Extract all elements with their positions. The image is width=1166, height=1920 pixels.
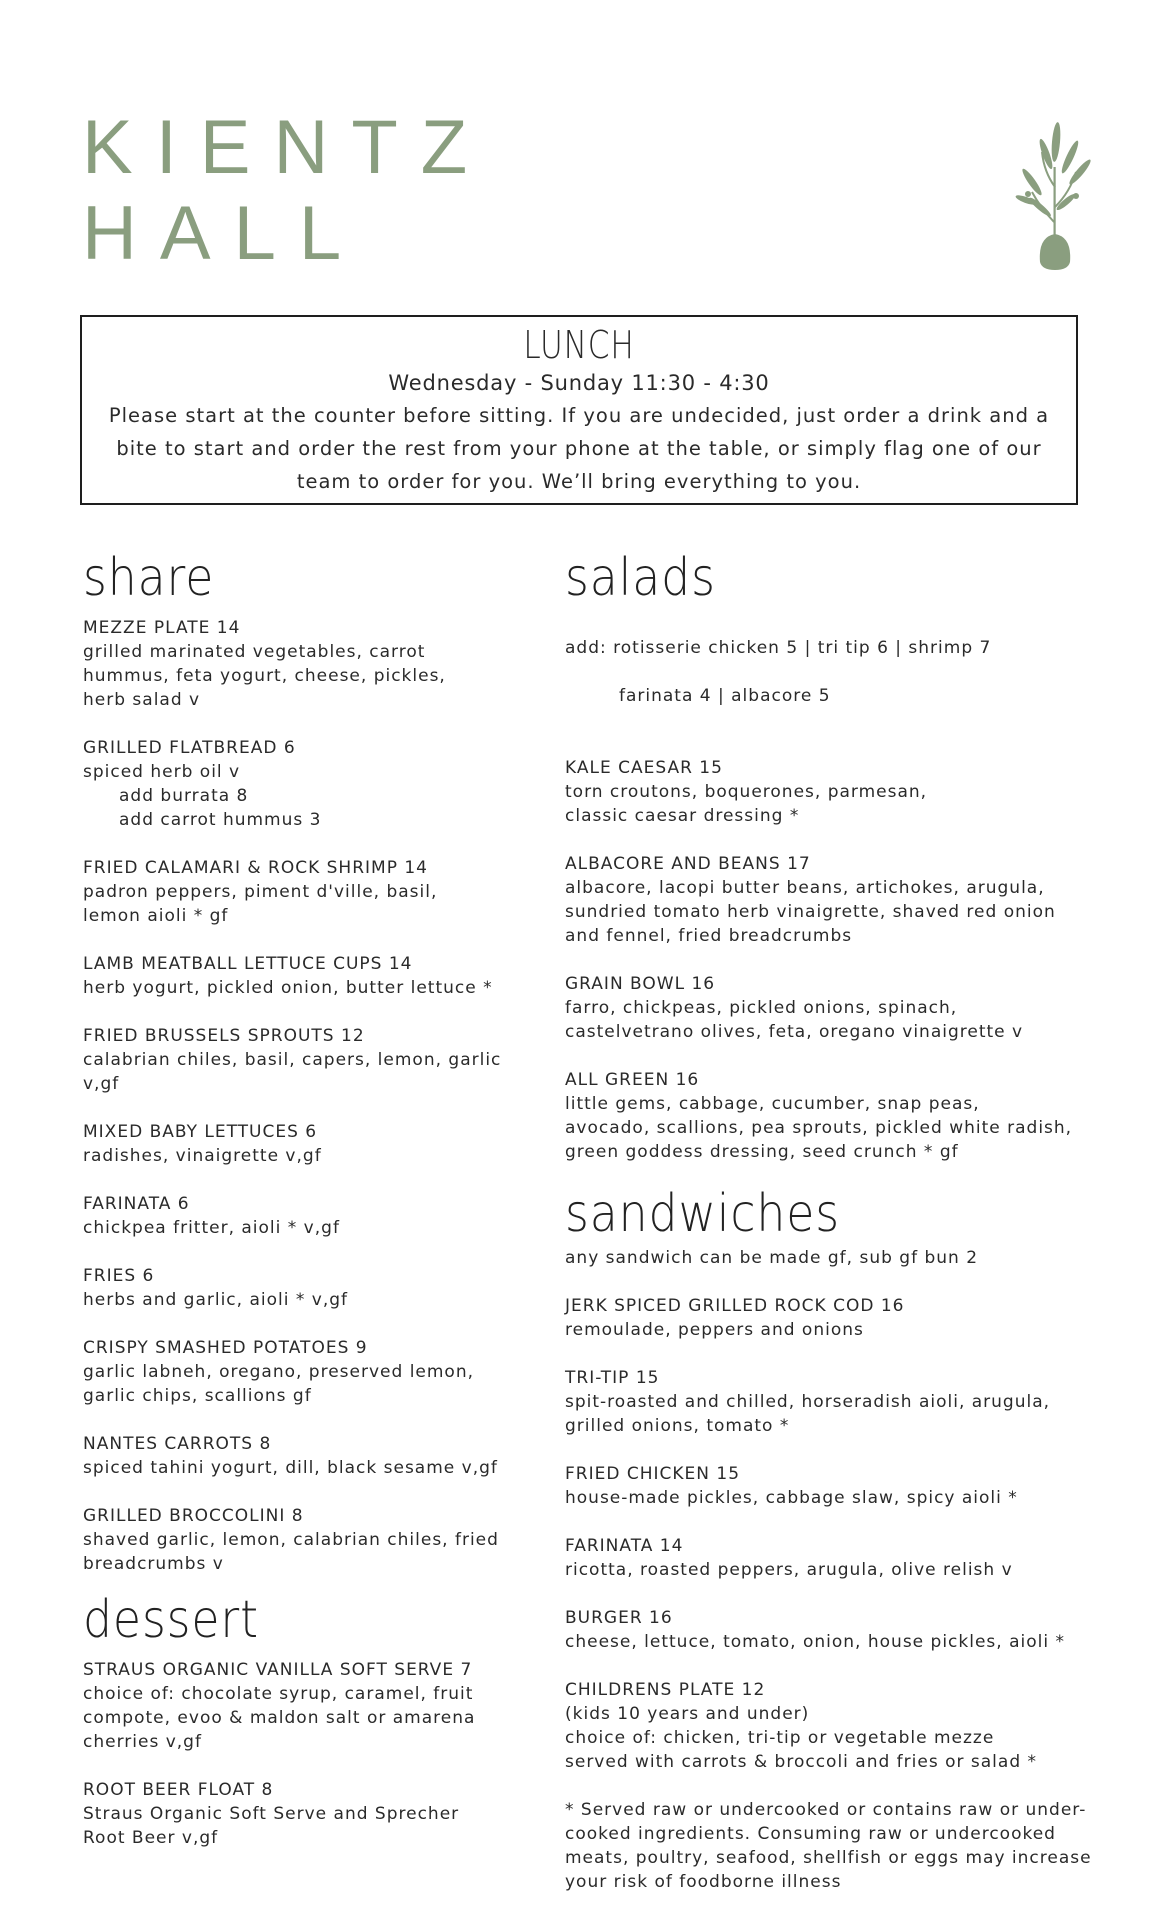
menu-item-description: chickpea fritter, aioli * v,gf	[83, 1218, 340, 1238]
menu-item-name: LAMB MEATBALL LETTUCE CUPS 14	[83, 954, 413, 974]
menu-item-description: remoulade, peppers and onions	[565, 1320, 864, 1340]
share-menu-item	[83, 736, 523, 832]
menu-item-description: padron peppers, piment d'ville, basil, lemon aioli * gf	[83, 882, 438, 926]
dessert-list	[83, 1658, 523, 1850]
menu-item-name: ALL GREEN 16	[565, 1070, 700, 1090]
share-menu-item	[83, 952, 523, 1000]
sandwiches-section-title: sandwiches	[565, 1184, 841, 1244]
menu-item-name: KALE CAESAR 15	[565, 758, 723, 778]
share-menu-item	[83, 1264, 523, 1312]
brand-line-2: HALL	[82, 191, 365, 276]
menu-item-name: CHILDRENS PLATE 12	[565, 1680, 766, 1700]
menu-item-description: torn croutons, boquerones, parmesan, classic caesar dressing *	[565, 782, 928, 826]
menu-item-description: choice of: chocolate syrup, caramel, fruit compote, evoo & maldon salt or amarena cherries v,gf	[83, 1684, 476, 1752]
sandwiches-list	[565, 1294, 1125, 1774]
menu-item-description: Straus Organic Soft Serve and Sprecher Root Beer v,gf	[83, 1804, 460, 1848]
menu-item-description: shaved garlic, lemon, calabrian chiles, fried breadcrumbs v	[83, 1530, 499, 1574]
share-menu-item	[83, 1192, 523, 1240]
menu-item-description: spit-roasted and chilled, horseradish aioli, arugula, grilled onions, tomato *	[565, 1392, 1051, 1436]
menu-item-name: ALBACORE AND BEANS 17	[565, 854, 811, 874]
menu-item-name: CRISPY SMASHED POTATOES 9	[83, 1338, 368, 1358]
menu-item-name: NANTES CARROTS 8	[83, 1434, 272, 1454]
menu-item-name: BURGER 16	[565, 1608, 673, 1628]
sandwiches-menu-item	[565, 1606, 1125, 1654]
menu-item-description: spiced tahini yogurt, dill, black sesame v,gf	[83, 1458, 498, 1478]
share-list	[83, 616, 523, 1576]
salads-menu-item	[565, 972, 1125, 1044]
menu-item-description: garlic labneh, oregano, preserved lemon, garlic chips, scallions gf	[83, 1362, 475, 1406]
menu-item-description: spiced herb oil v	[83, 762, 241, 782]
raw-food-disclaimer: * Served raw or undercooked or contains raw or under- cooked ingredients. Consuming raw or undercooked meats, poultry, seafood, shellfish or eggs may increase your risk of foodborne illness	[565, 1800, 1092, 1892]
brand-logo-text	[82, 105, 490, 277]
menu-item-description: little gems, cabbage, cucumber, snap peas, avocado, scallions, pea sprouts, pickled white radish, green goddess dressing, seed crunch * gf	[565, 1094, 1073, 1162]
salads-list	[565, 756, 1125, 1164]
menu-item-description: (kids 10 years and under) choice of: chicken, tri-tip or vegetable mezze served with carrots & broccoli and fries or salad *	[565, 1704, 1038, 1772]
salads-addons	[565, 612, 1125, 732]
menu-item-name: FRIES 6	[83, 1266, 155, 1286]
menu-item-description: calabrian chiles, basil, capers, lemon, garlic v,gf	[83, 1050, 502, 1094]
menu-item-description: herb yogurt, pickled onion, butter lettuce *	[83, 978, 493, 998]
menu-item-name: FRIED CHICKEN 15	[565, 1464, 741, 1484]
sandwiches-menu-item	[565, 1294, 1125, 1342]
salads-section-title: salads	[565, 548, 716, 608]
menu-item-addon: add carrot hummus 3	[119, 810, 322, 830]
menu-item-name: MIXED BABY LETTUCES 6	[83, 1122, 318, 1142]
menu-item-description: house-made pickles, cabbage slaw, spicy aioli *	[565, 1488, 1018, 1508]
menu-item-name: MEZZE PLATE 14	[83, 618, 241, 638]
dessert-menu-item	[83, 1778, 523, 1850]
brand-line-1: KIENTZ	[82, 105, 491, 190]
menu-item-description: radishes, vinaigrette v,gf	[83, 1146, 322, 1166]
menu-item-description: farro, chickpeas, pickled onions, spinach, castelvetrano olives, feta, oregano vinaigrette v	[565, 998, 1024, 1042]
menu-item-description: ricotta, roasted peppers, arugula, olive relish v	[565, 1560, 1013, 1580]
share-menu-item	[83, 1504, 523, 1576]
lunch-info-box	[80, 315, 1078, 505]
salads-menu-item	[565, 756, 1125, 828]
menu-item-name: TRI-TIP 15	[565, 1368, 660, 1388]
salads-addons-line-2: farinata 4 | albacore 5	[619, 686, 831, 706]
share-section-title: share	[83, 548, 215, 608]
potted-plant-icon	[1010, 112, 1100, 272]
menu-item-name: GRAIN BOWL 16	[565, 974, 716, 994]
salads-menu-item	[565, 852, 1125, 948]
sandwiches-menu-item	[565, 1678, 1125, 1774]
sandwiches-menu-item	[565, 1534, 1125, 1582]
menu-item-description: cheese, lettuce, tomato, onion, house pickles, aioli *	[565, 1632, 1065, 1652]
sandwiches-menu-item	[565, 1366, 1125, 1438]
sandwiches-note: any sandwich can be made gf, sub gf bun 2	[565, 1248, 979, 1268]
sandwiches-menu-item	[565, 1462, 1125, 1510]
menu-item-name: FRIED CALAMARI & ROCK SHRIMP 14	[83, 858, 428, 878]
dessert-menu-item	[83, 1658, 523, 1754]
menu-item-name: FARINATA 14	[565, 1536, 684, 1556]
menu-item-name: STRAUS ORGANIC VANILLA SOFT SERVE 7	[83, 1660, 473, 1680]
right-column	[565, 548, 1125, 1918]
share-menu-item	[83, 1336, 523, 1408]
menu-item-name: ROOT BEER FLOAT 8	[83, 1780, 274, 1800]
lunch-hours: Wednesday - Sunday 11:30 - 4:30	[388, 371, 770, 395]
left-column	[83, 548, 523, 1874]
menu-item-name: GRILLED BROCCOLINI 8	[83, 1506, 304, 1526]
share-menu-item	[83, 856, 523, 928]
menu-item-description: herbs and garlic, aioli * v,gf	[83, 1290, 348, 1310]
menu-item-name: FARINATA 6	[83, 1194, 190, 1214]
lunch-title: LUNCH	[523, 323, 635, 367]
menu-item-description: albacore, lacopi butter beans, artichokes, arugula, sundried tomato herb vinaigrette, shaved red onion and fennel, fried breadcrumbs	[565, 878, 1056, 946]
share-menu-item	[83, 1120, 523, 1168]
menu-item-addon: add burrata 8	[119, 786, 249, 806]
share-menu-item	[83, 1024, 523, 1096]
dessert-section-title: dessert	[83, 1590, 259, 1650]
share-menu-item	[83, 1432, 523, 1480]
lunch-note: Please start at the counter before sitting. If you are undecided, just order a drink and a bite to start and order the rest from your phone at the table, or simply flag one of our team to order for you. We’ll bring everything to you.	[108, 404, 1050, 493]
salads-menu-item	[565, 1068, 1125, 1164]
menu-item-description: grilled marinated vegetables, carrot hummus, feta yogurt, cheese, pickles, herb salad v	[83, 642, 446, 710]
menu-item-name: JERK SPICED GRILLED ROCK COD 16	[565, 1296, 905, 1316]
menu-item-name: FRIED BRUSSELS SPROUTS 12	[83, 1026, 365, 1046]
salads-addons-line-1: add: rotisserie chicken 5 | tri tip 6 | shrimp 7	[565, 638, 992, 658]
menu-item-name: GRILLED FLATBREAD 6	[83, 738, 296, 758]
share-menu-item	[83, 616, 523, 712]
